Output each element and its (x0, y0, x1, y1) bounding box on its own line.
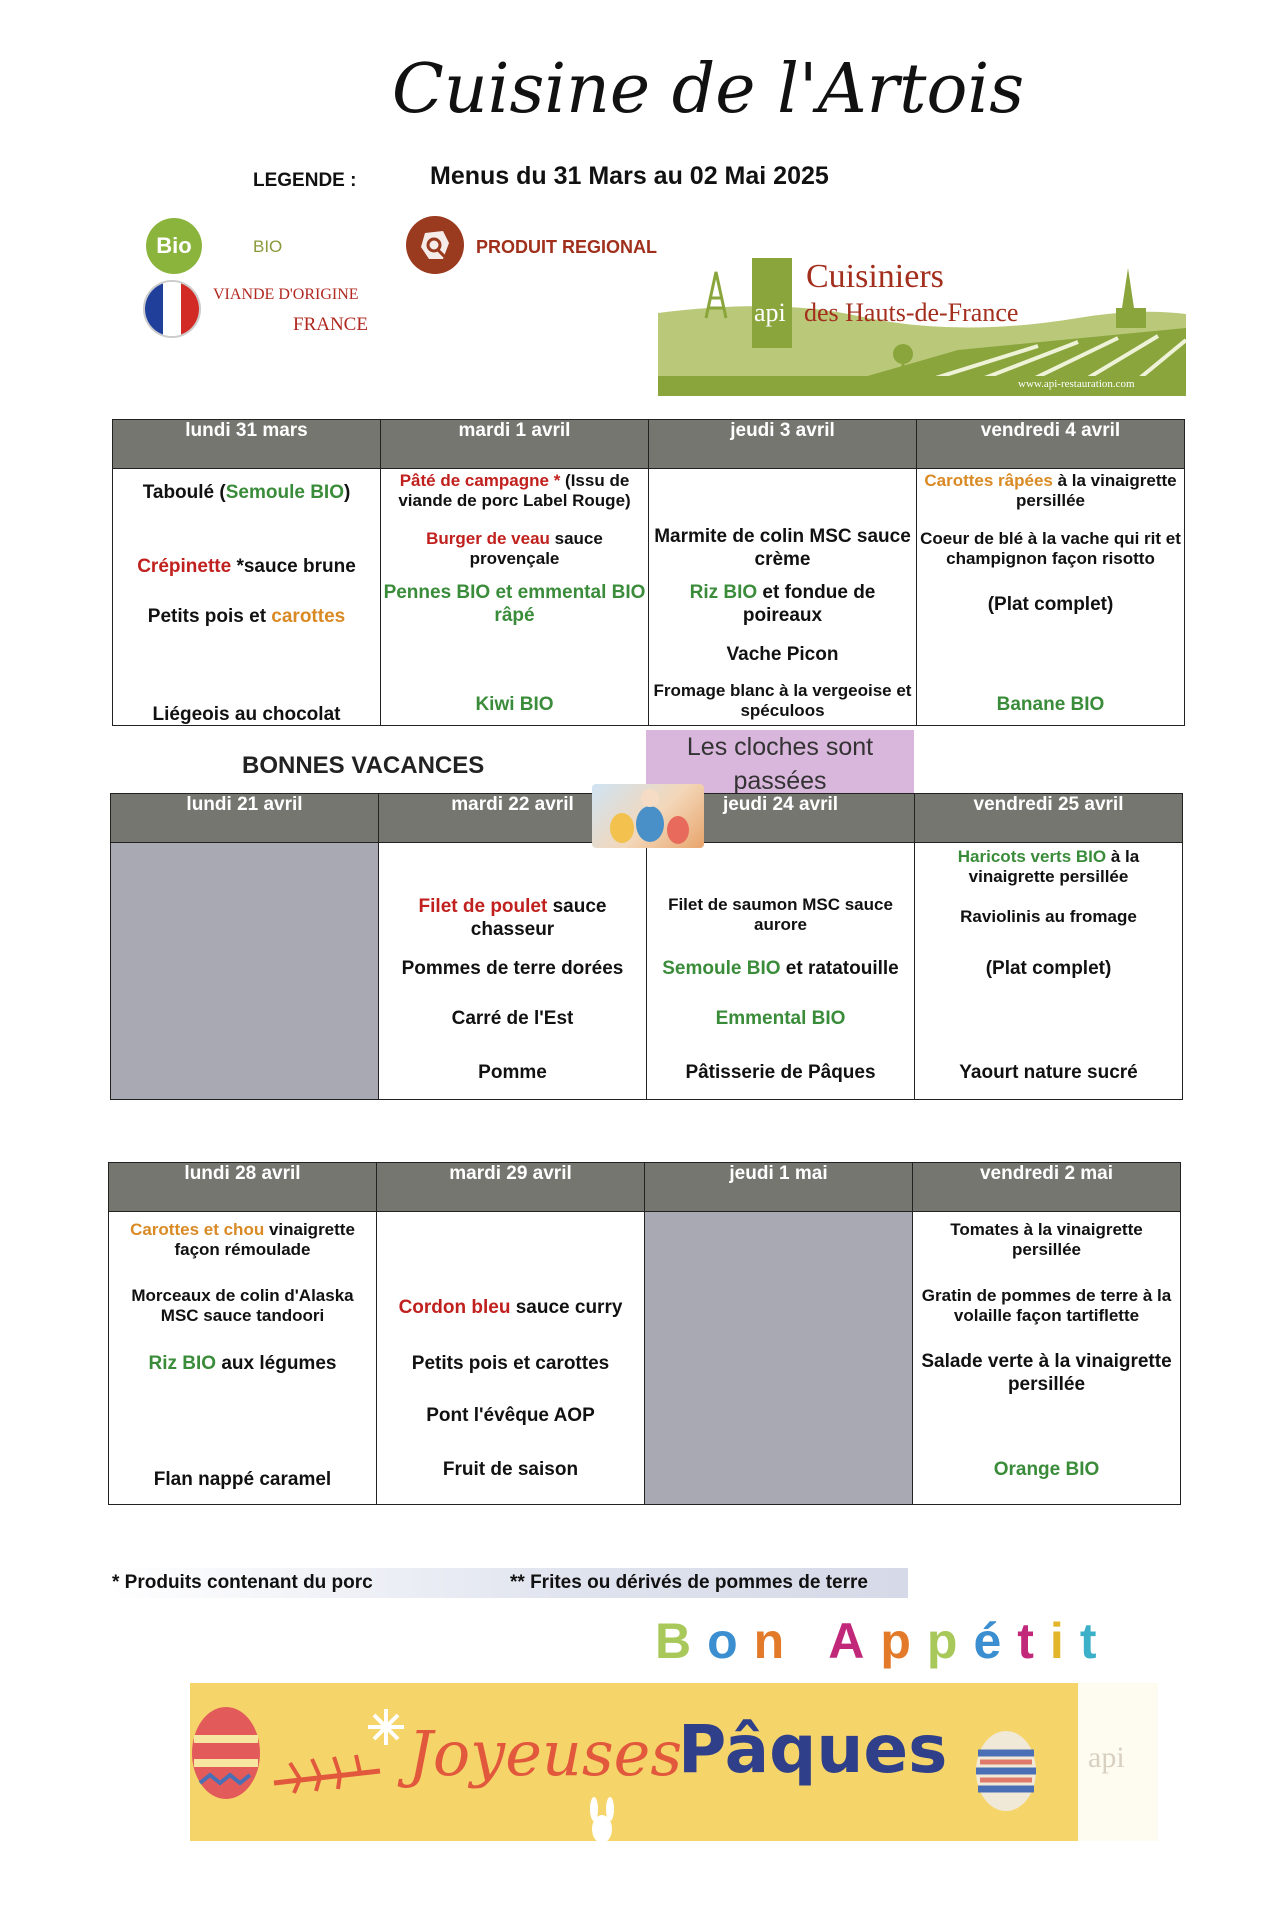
entree: Carottes et chou vinaigrette façon rémoulade (130, 1220, 355, 1259)
dessert: Yaourt nature sucré (959, 1062, 1138, 1083)
entree: Taboulé (Semoule BIO) (142, 482, 351, 503)
plat: Cordon bleu sauce curry (398, 1297, 623, 1318)
legend-regional: PRODUIT REGIONAL (476, 237, 658, 257)
page-title: Cuisine de l'Artois (391, 50, 1025, 129)
plat: Raviolinis au fromage (960, 907, 1137, 926)
plat: Filet de saumon MSC sauce aurore (668, 895, 893, 934)
dessert: Fromage blanc à la vergeoise et spéculoos (653, 681, 912, 720)
plat: Filet de poulet sauce chasseur (418, 896, 607, 940)
bunny-icon (590, 1797, 614, 1841)
day-cell (649, 469, 917, 726)
day-cell (377, 1212, 645, 1505)
france-flag-icon (143, 280, 201, 338)
banner-joyeuses: Joyeuses (408, 1717, 683, 1790)
menu-period: Menus du 31 Mars au 02 Mai 2025 (430, 162, 829, 190)
plat: Burger de veau sauce provençale (426, 529, 603, 568)
easter-photo (592, 784, 704, 848)
day-header: vendredi 2 mai (913, 1163, 1181, 1212)
day-header: lundi 31 mars (113, 420, 381, 469)
accompagnement: Pommes de terre dorées (401, 958, 624, 979)
bonnes-vacances: BONNES VACANCES (242, 752, 485, 779)
plat-complet: (Plat complet) (985, 958, 1112, 979)
plat: Crépinette *sauce brune (137, 556, 356, 577)
week3-table (108, 1162, 1181, 1505)
accompagnement: Petits pois et carottes (147, 606, 346, 627)
bio-icon: Bio (146, 218, 202, 274)
day-header: mardi 1 avril (381, 420, 649, 469)
fromage: Emmental BIO (715, 1008, 846, 1029)
day-cell (109, 1212, 377, 1505)
closed-day-cell (645, 1212, 913, 1505)
entree: Tomates à la vinaigrette persillée (950, 1220, 1143, 1259)
legend-viande-line2: FRANCE (293, 314, 368, 335)
accompagnement: Petits pois et carottes (411, 1353, 610, 1374)
france-map-icon (415, 225, 455, 265)
day-header: vendredi 4 avril (917, 420, 1185, 469)
week1-table (112, 419, 1185, 726)
legend-label: LEGENDE : (253, 170, 357, 191)
accompagnement: Riz BIO aux légumes (148, 1353, 337, 1374)
branch-icon (274, 1755, 380, 1793)
logo-line2: des Hauts-de-France (804, 298, 1019, 327)
day-header: jeudi 24 avril (647, 794, 915, 843)
day-cell (915, 843, 1183, 1100)
cloches-banner: Les cloches sont passées (646, 730, 914, 794)
accompagnement: Semoule BIO et ratatouille (662, 958, 899, 979)
accompagnement: Pennes BIO et emmental BIO râpé (383, 582, 646, 626)
plat: Gratin de pommes de terre à la volaille façon tartiflette (921, 1286, 1172, 1325)
entree: Pâté de campagne * (Issu de viande de porc Label Rouge) (398, 471, 631, 510)
easter-egg-icon (976, 1731, 1036, 1811)
dessert: Liégeois au chocolat (152, 704, 341, 725)
plat-complet: (Plat complet) (987, 594, 1114, 615)
closed-day-cell (111, 843, 379, 1100)
api-logo (658, 258, 1186, 396)
day-header: jeudi 3 avril (649, 420, 917, 469)
salade: Salade verte à la vinaigrette persillée (921, 1351, 1172, 1395)
dessert: Banane BIO (996, 694, 1105, 715)
dessert: Orange BIO (993, 1459, 1100, 1480)
day-header: vendredi 25 avril (915, 794, 1183, 843)
day-cell (917, 469, 1185, 726)
bon-appetit: Bon Appétit (655, 1613, 1113, 1669)
day-cell (913, 1212, 1181, 1505)
accompagnement: Riz BIO et fondue de poireaux (689, 582, 876, 626)
logo-brand: api (754, 298, 786, 327)
day-header: mardi 22 avril (379, 794, 647, 843)
dessert: Pâtisserie de Pâques (685, 1062, 876, 1083)
footnote-porc: * Produits contenant du porc (112, 1572, 373, 1593)
dessert: Flan nappé caramel (153, 1469, 332, 1490)
day-cell (647, 843, 915, 1100)
easter-egg-icon (192, 1707, 260, 1799)
day-header: mardi 29 avril (377, 1163, 645, 1212)
day-cell (113, 469, 381, 726)
day-cell (381, 469, 649, 726)
day-header: lundi 28 avril (109, 1163, 377, 1212)
day-cell (379, 843, 647, 1100)
dessert: Pomme (478, 1062, 547, 1083)
plat: Coeur de blé à la vache qui rit et champignon façon risotto (920, 529, 1181, 568)
day-header: lundi 21 avril (111, 794, 379, 843)
dessert: Fruit de saison (442, 1459, 579, 1480)
banner-paques: Pâques (678, 1711, 948, 1788)
fromage: Pont l'évêque AOP (426, 1405, 595, 1426)
entree: Carottes râpées à la vinaigrette persillée (924, 471, 1177, 510)
legend-viande-line1: VIANDE D'ORIGINE (213, 286, 359, 303)
plat: Marmite de colin MSC sauce crème (654, 526, 911, 570)
entree: Haricots verts BIO à la vinaigrette persillée (957, 847, 1140, 886)
fromage: Carré de l'Est (451, 1008, 574, 1029)
plat: Morceaux de colin d'Alaska MSC sauce tandoori (131, 1286, 354, 1325)
fromage: Vache Picon (726, 644, 839, 665)
dessert: Kiwi BIO (475, 694, 554, 715)
footnote-frites: ** Frites ou dérivés de pommes de terre (510, 1572, 868, 1593)
flower-icon (368, 1709, 404, 1745)
logo-url: www.api-restauration.com (1018, 378, 1135, 390)
legend-bio: BIO (253, 237, 283, 256)
joyeuses-paques-banner (190, 1683, 1158, 1841)
day-header: jeudi 1 mai (645, 1163, 913, 1212)
regional-product-icon (406, 216, 464, 274)
logo-line1: Cuisiniers (806, 258, 944, 295)
banner-brand: api (1088, 1741, 1125, 1774)
